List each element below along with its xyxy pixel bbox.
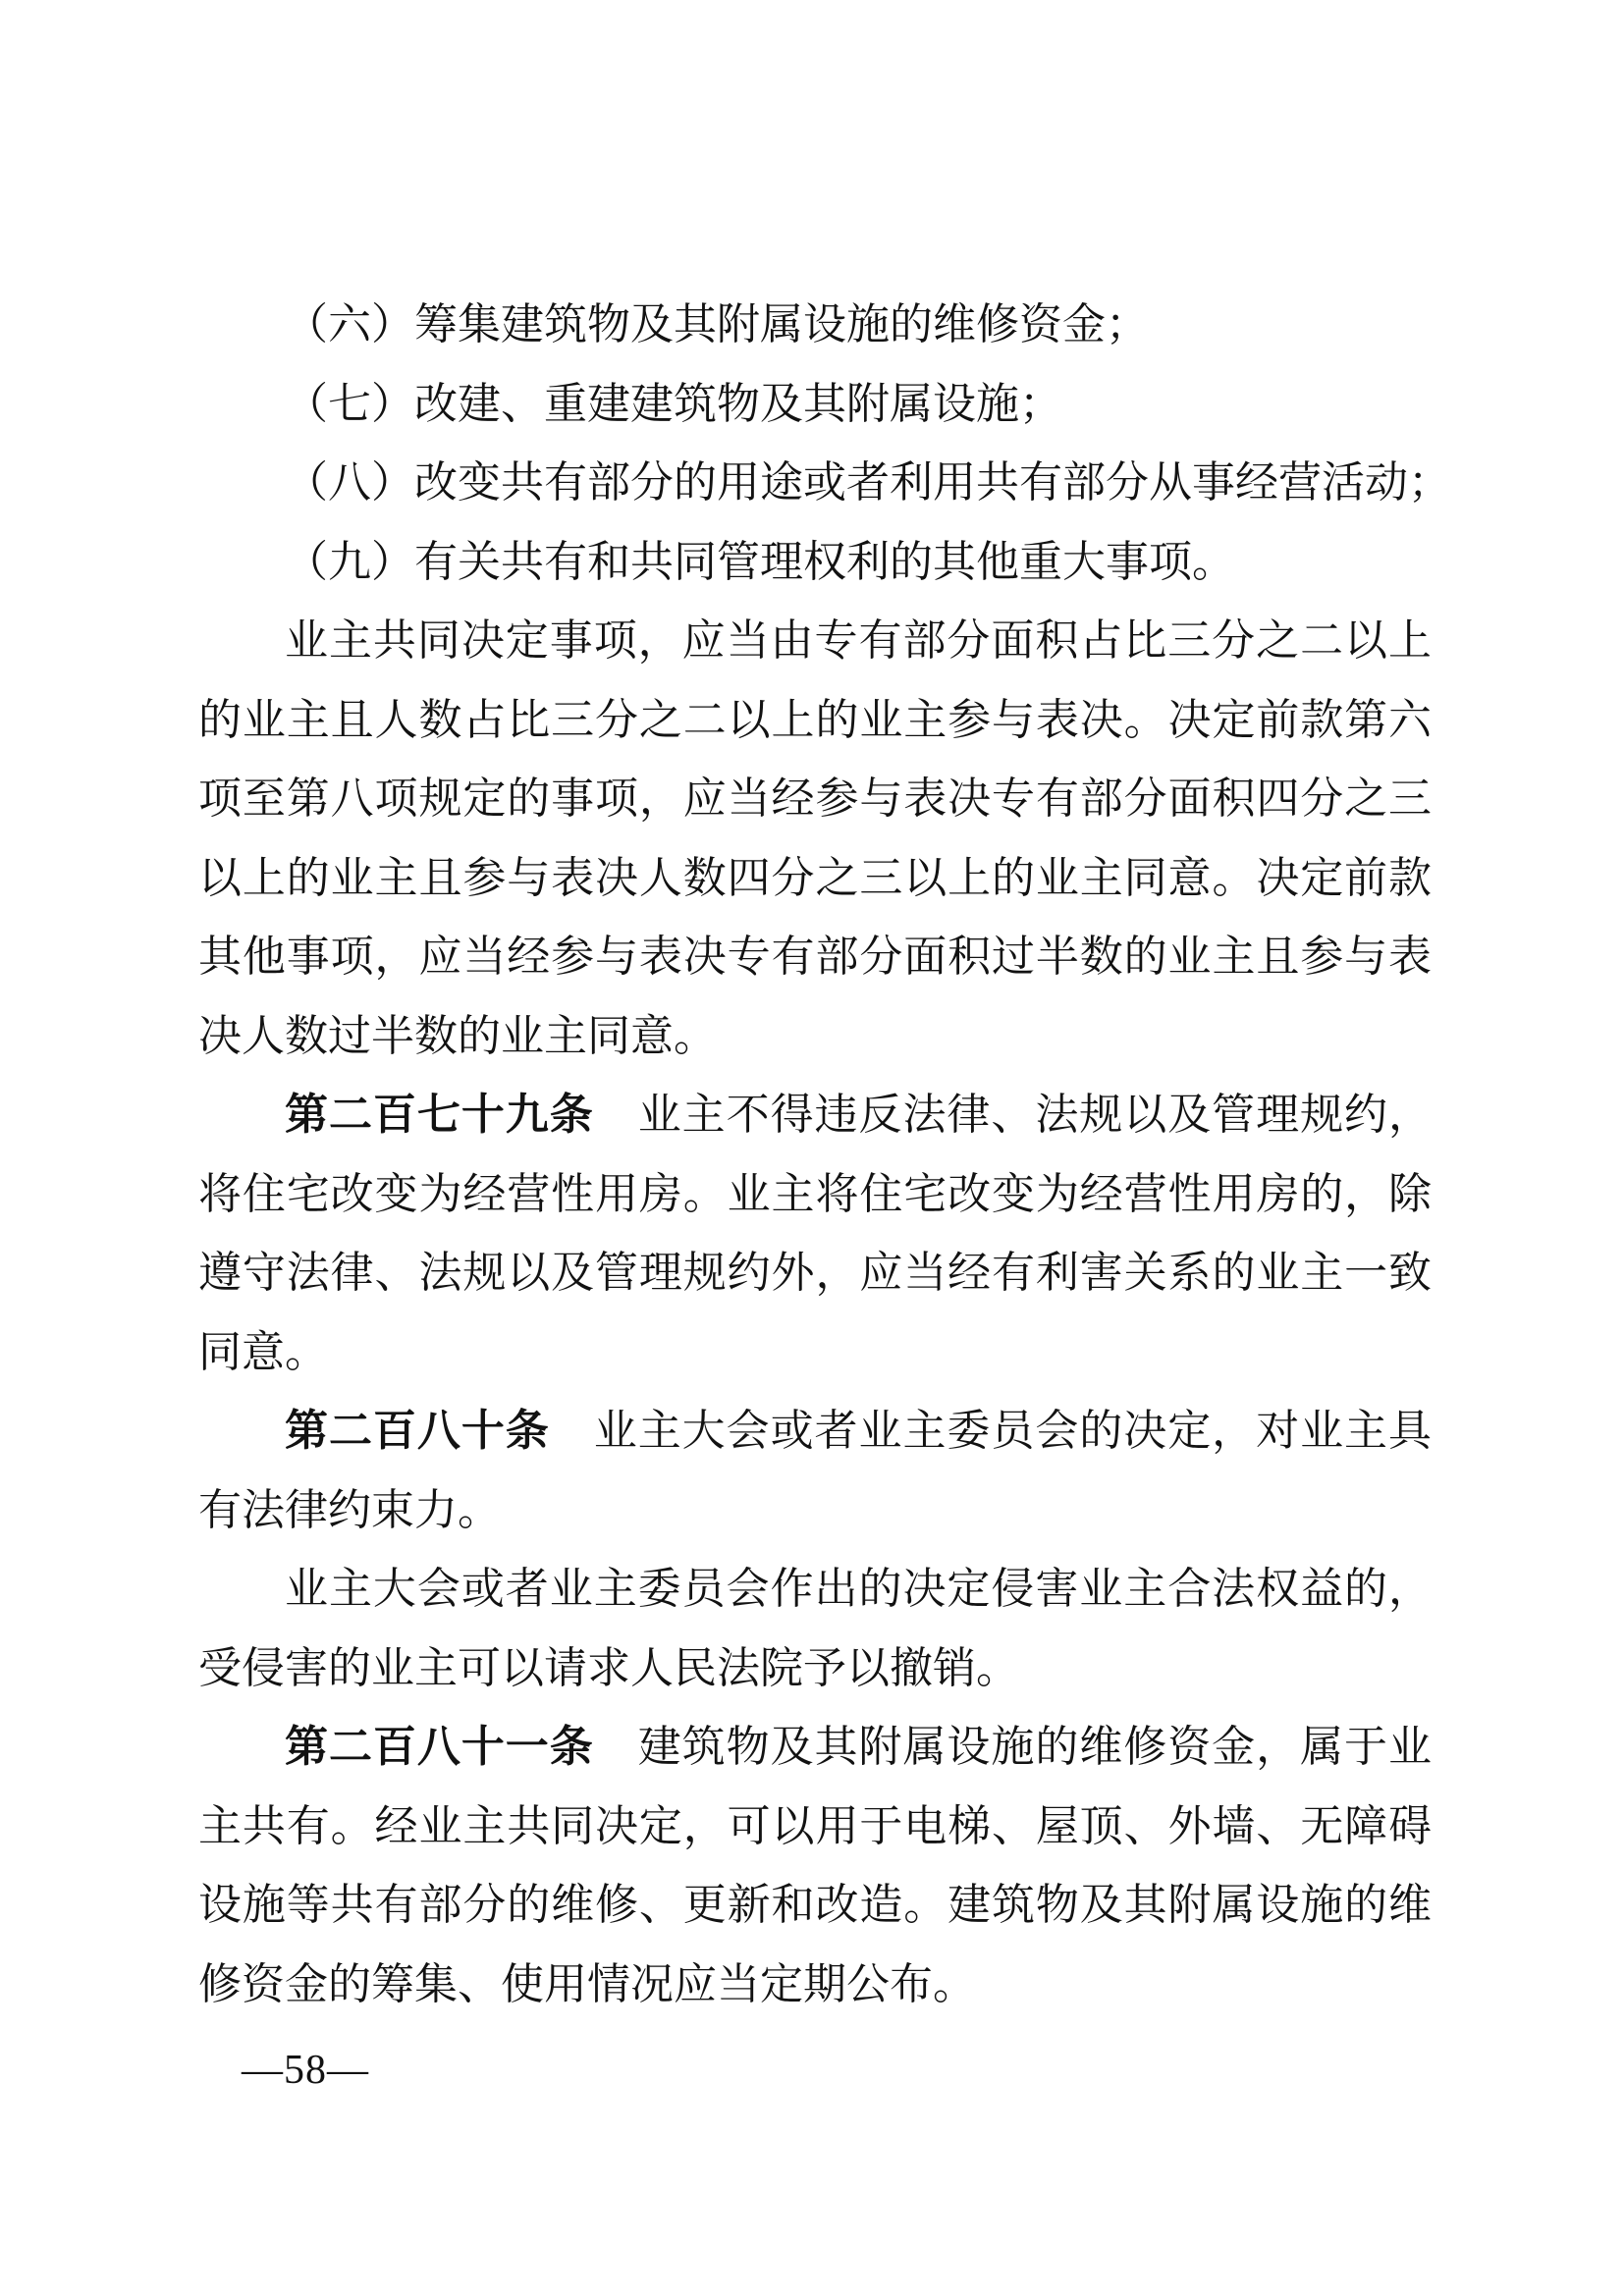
text-line xyxy=(198,1313,1432,1393)
text-segment: 修资金的筹集、使用情况应当定期公布。 xyxy=(198,1959,976,2008)
text-line xyxy=(198,1708,1432,1788)
text-line xyxy=(198,760,1432,839)
text-line xyxy=(198,1866,1432,1946)
text-line xyxy=(198,1629,1432,1709)
text-line xyxy=(198,602,1432,681)
text-line xyxy=(198,365,1432,445)
text-segment: 设施等共有部分的维修、更新和改造。建筑物及其附属设施的维 xyxy=(198,1881,1432,1929)
document-body xyxy=(198,286,1451,2024)
text-line xyxy=(198,1392,1432,1471)
text-segment: （六）筹集建筑物及其附属设施的维修资金； xyxy=(285,300,1149,348)
text-line xyxy=(198,1076,1432,1155)
text-line xyxy=(198,918,1432,997)
text-line xyxy=(198,839,1432,919)
text-segment: 将住宅改变为经营性用房。业主将住宅改变为经营性用房的，除 xyxy=(198,1169,1432,1218)
text-segment: （九）有关共有和共同管理权利的其他重大事项。 xyxy=(285,537,1235,586)
text-segment: 的业主且人数占比三分之二以上的业主参与表决。决定前款第六 xyxy=(198,695,1432,744)
text-segment: 以上的业主且参与表决人数四分之三以上的业主同意。决定前款 xyxy=(198,853,1432,902)
text-segment: 受侵害的业主可以请求人民法院予以撤销。 xyxy=(198,1643,1019,1692)
text-segment: 主共有。经业主共同决定，可以用于电梯、屋顶、外墙、无障碍 xyxy=(198,1801,1432,1850)
text-segment: 业主大会或者业主委员会作出的决定侵害业主合法权益的， xyxy=(285,1565,1432,1613)
text-line xyxy=(198,997,1432,1077)
text-line xyxy=(198,1471,1432,1551)
text-segment: 业主不得违反法律、法规以及管理规约， xyxy=(637,1091,1433,1139)
text-line xyxy=(198,523,1432,603)
article-number: 第二百八十条 xyxy=(285,1407,594,1455)
text-line xyxy=(198,1550,1432,1629)
text-segment: 业主共同决定事项，应当由专有部分面积占比三分之二以上 xyxy=(285,616,1432,665)
text-line xyxy=(198,1234,1432,1313)
text-segment: 决人数过半数的业主同意。 xyxy=(198,1011,717,1060)
text-line xyxy=(198,444,1451,523)
text-line xyxy=(198,1155,1432,1235)
text-segment: 业主大会或者业主委员会的决定，对业主具 xyxy=(593,1407,1433,1455)
text-line xyxy=(198,1946,1432,2025)
text-segment: 遵守法律、法规以及管理规约外，应当经有利害关系的业主一致 xyxy=(198,1249,1432,1297)
text-line xyxy=(198,1788,1432,1867)
text-segment: 建筑物及其附属设施的维修资金，属于业 xyxy=(637,1723,1433,1771)
text-line xyxy=(198,286,1432,365)
page-number: —58— xyxy=(242,2048,369,2093)
text-segment: 项至第八项规定的事项，应当经参与表决专有部分面积四分之三 xyxy=(198,774,1432,823)
text-segment: （八）改变共有部分的用途或者利用共有部分从事经营活动； xyxy=(285,458,1451,507)
text-segment: 有法律约束力。 xyxy=(198,1485,501,1534)
text-segment: 同意。 xyxy=(198,1327,328,1376)
article-number: 第二百八十一条 xyxy=(285,1723,638,1771)
text-line xyxy=(198,681,1432,761)
text-segment: 其他事项，应当经参与表决专有部分面积过半数的业主且参与表 xyxy=(198,933,1432,981)
article-number: 第二百七十九条 xyxy=(285,1091,638,1139)
text-segment: （七）改建、重建建筑物及其附属设施； xyxy=(285,379,1062,428)
